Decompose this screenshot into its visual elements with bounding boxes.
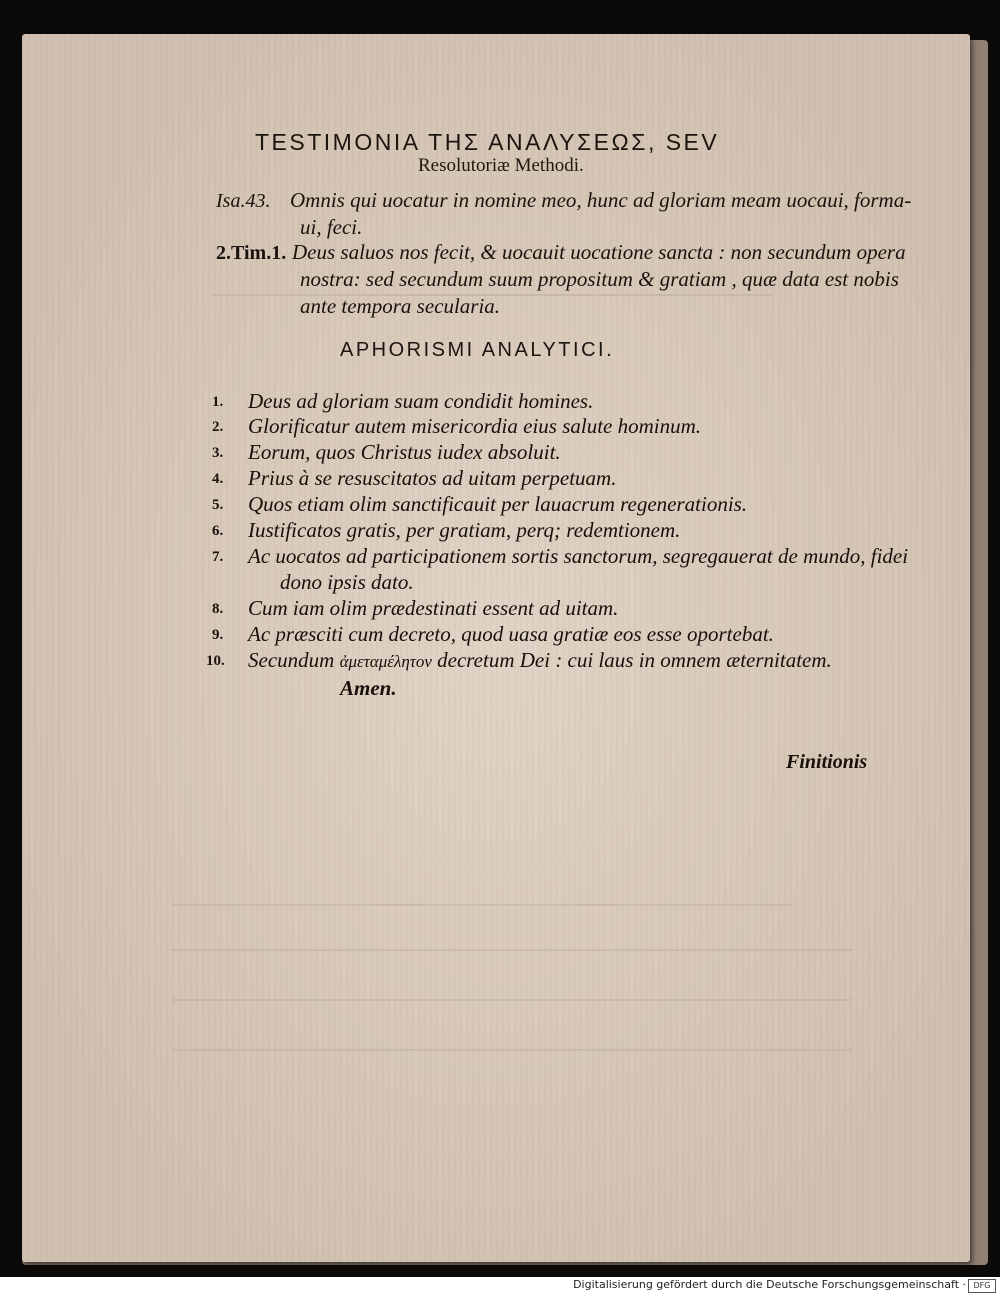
aphorism-number: 1. (212, 394, 224, 410)
dfg-logo: DFG (968, 1279, 996, 1293)
aphorism-text (248, 648, 832, 673)
bleed-through-decoration (172, 999, 852, 1001)
testimony-line: Deus saluos nos fecit, & uocauit uocatione sancta : non secundum opera (292, 240, 906, 264)
testimony-line: Omnis qui uocatur in nomine meo, hunc ad gloriam meam uocaui, forma- (290, 188, 912, 212)
bleed-through-decoration (172, 1049, 852, 1051)
scripture-reference: 2.Tim.1. (216, 242, 287, 264)
aphorism-text-pre: Secundum (248, 648, 335, 672)
section-title: APHORISMI ANALYTICI. (340, 339, 615, 361)
aphorism-text: Deus ad gloriam suam condidit homines. (248, 389, 594, 413)
aphorism-number: 9. (212, 627, 224, 643)
aphorism-number: 2. (212, 419, 224, 435)
catchword: Finitionis (786, 751, 868, 773)
aphorism-number: 10. (206, 653, 225, 669)
amen-line: Amen. (340, 676, 397, 700)
aphorism-number: 6. (212, 523, 224, 539)
aphorism-number: 4. (212, 471, 224, 487)
aphorism-text: Prius à se resuscitatos ad uitam perpetuam. (248, 466, 617, 490)
page-heading: TESTIMONIA ΤΗΣ ΑΝΑΛΥΣΕΩΣ, SEV (255, 129, 720, 155)
aphorism-number: 5. (212, 497, 224, 513)
aphorism-number: 8. (212, 601, 224, 617)
greek-word: ἀμεταμέλητον (339, 652, 432, 671)
testimony-line: ante tempora secularia. (300, 294, 501, 318)
bleed-through-decoration (172, 949, 852, 951)
testimony-line: ui, feci. (300, 215, 363, 239)
aphorism-text-post: decretum Dei : cui laus in omnem æternitatem. (437, 648, 832, 672)
testimony-line: nostra: sed secundum suum propositum & gratiam , quæ data est nobis (300, 267, 899, 291)
aphorism-text: Ac præsciti cum decreto, quod uasa gratiæ eos esse oportebat. (248, 622, 774, 646)
aphorism-text: Quos etiam olim sanctificauit per lauacrum regenerationis. (248, 492, 748, 516)
aphorism-text: Cum iam olim prædestinati essent ad uitam. (248, 596, 619, 620)
scripture-reference: Isa.43. (216, 190, 271, 212)
aphorism-text: Ac uocatos ad participationem sortis sanctorum, segregauerat de mundo, fidei (248, 544, 909, 568)
footer-credit: Digitalisierung gefördert durch die Deutsche Forschungsgemeinschaft · (573, 1278, 966, 1291)
aphorism-text: Eorum, quos Christus iudex absoluit. (248, 440, 561, 464)
digitization-footer (0, 1277, 1000, 1293)
aphorism-text: dono ipsis dato. (280, 570, 414, 594)
aphorism-text: Iustificatos gratis, per gratiam, perq; redemtionem. (248, 518, 681, 542)
page-subheading: Resolutoriæ Methodi. (418, 155, 584, 176)
bleed-through-decoration (172, 904, 792, 906)
aphorism-number: 3. (212, 445, 224, 461)
aphorism-number: 7. (212, 549, 224, 565)
aphorism-text: Glorificatur autem misericordia eius salute hominum. (248, 414, 702, 438)
